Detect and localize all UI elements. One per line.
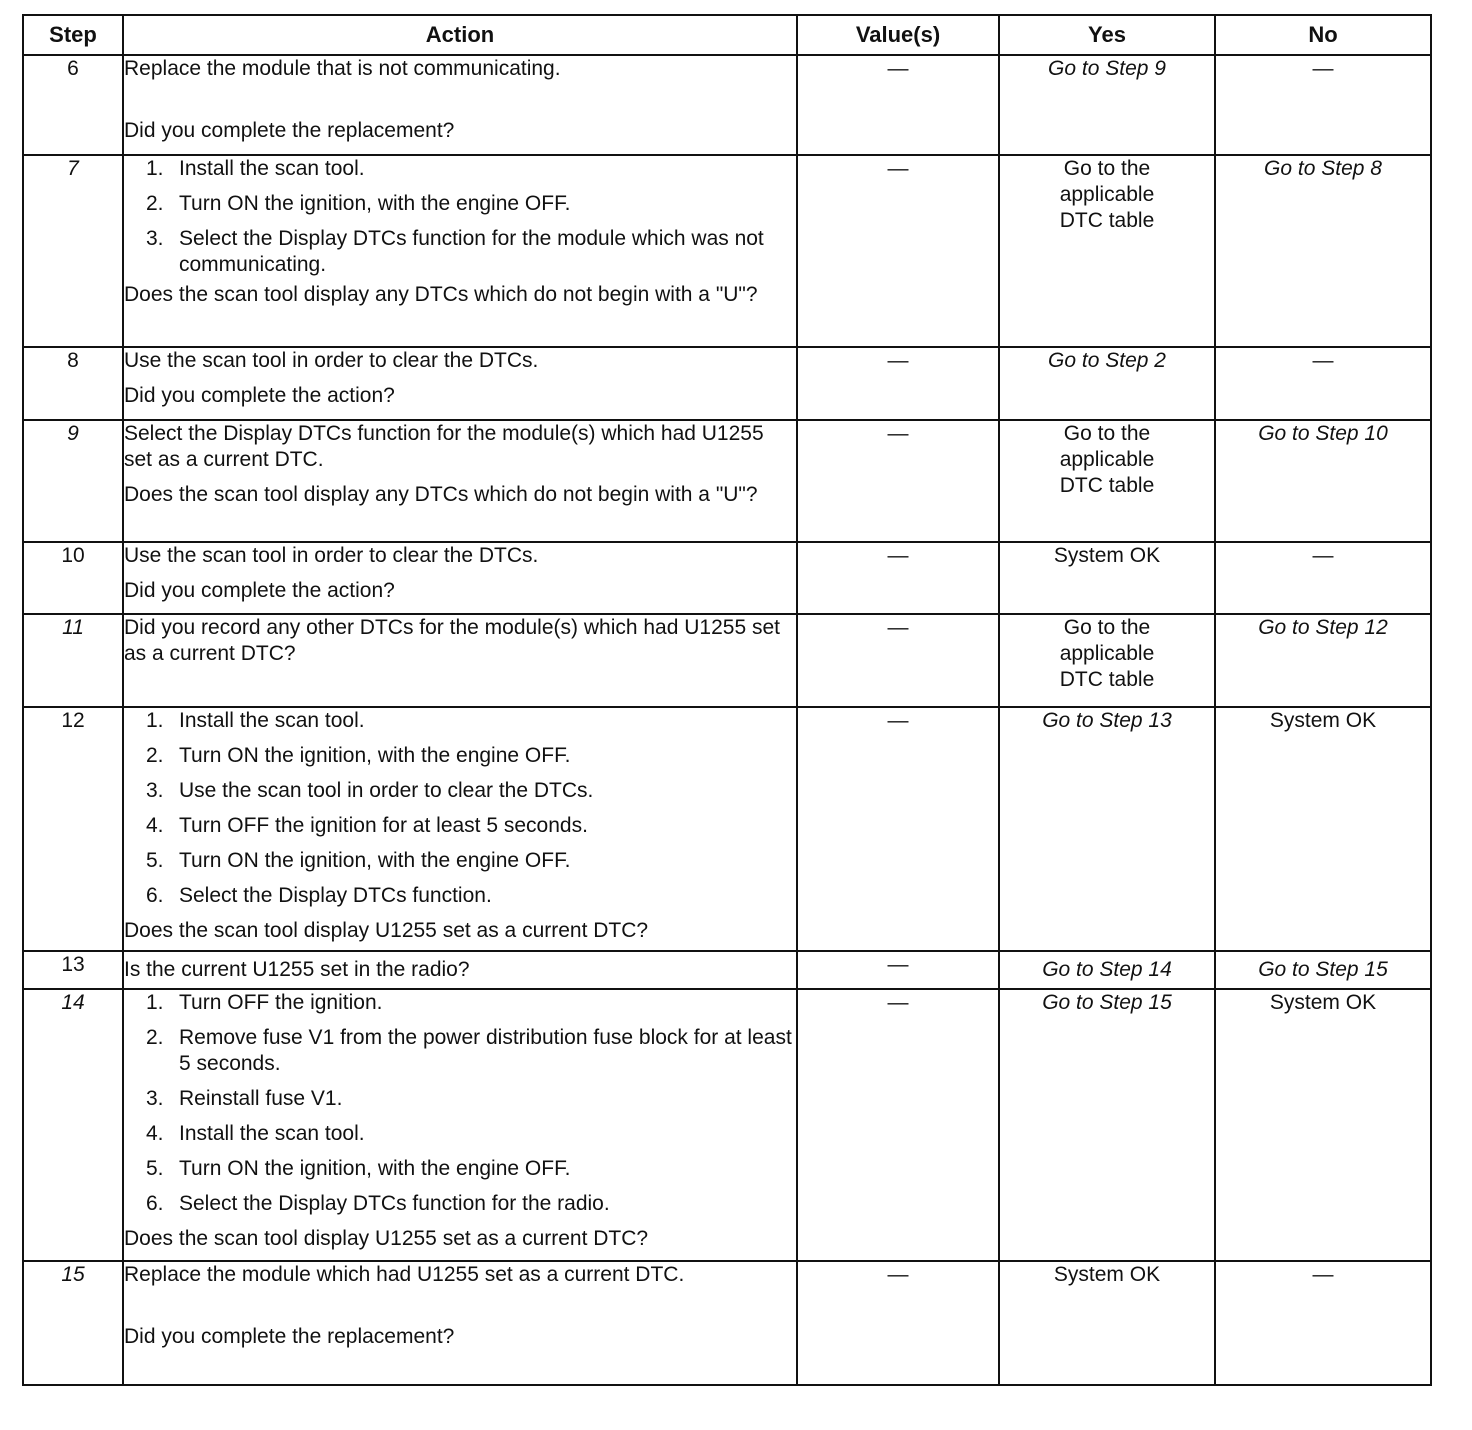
no-cell: Go to Step 8: [1215, 155, 1431, 347]
action-question: Does the scan tool display any DTCs which do not begin with a "U"?: [124, 483, 758, 506]
list-item: 1. Turn OFF the ignition.: [146, 991, 383, 1014]
header-no: No: [1215, 15, 1431, 55]
action-cell: [123, 542, 797, 614]
yes-cell: Go to Step 9: [999, 55, 1215, 155]
step-number: 9: [23, 420, 123, 542]
no-cell: —: [1215, 347, 1431, 420]
table-row: [23, 55, 1431, 155]
list-item: 3. Use the scan tool in order to clear the DTCs.: [146, 779, 594, 802]
table-row: [23, 420, 1431, 542]
yes-cell: Go to Step 14: [999, 951, 1215, 989]
no-cell: System OK: [1215, 707, 1431, 951]
no-cell: Go to Step 12: [1215, 614, 1431, 707]
list-item: 6. Select the Display DTCs function.: [146, 884, 492, 907]
action-text: Select the Display DTCs function for the module(s) which had U1255 set as a current DTC.: [124, 422, 764, 471]
table-row: [23, 1261, 1431, 1385]
yes-cell: Go to Step 13: [999, 707, 1215, 951]
action-text: Replace the module that is not communicating.: [124, 57, 561, 80]
action-cell: [123, 951, 797, 989]
action-text: Use the scan tool in order to clear the DTCs.: [124, 544, 539, 567]
action-question: Does the scan tool display any DTCs which do not begin with a "U"?: [124, 283, 758, 306]
action-question: Did you complete the action?: [124, 384, 395, 407]
header-yes: Yes: [999, 15, 1215, 55]
action-text: Use the scan tool in order to clear the DTCs.: [124, 349, 539, 372]
table-row: [23, 951, 1431, 989]
no-cell: Go to Step 15: [1215, 951, 1431, 989]
list-item: 2. Remove fuse V1 from the power distribution fuse block for at least 5 seconds.: [146, 1026, 792, 1075]
action-cell: [123, 420, 797, 542]
action-question: Does the scan tool display U1255 set as a current DTC?: [124, 919, 649, 942]
list-item: 1. Install the scan tool.: [146, 709, 365, 732]
action-list: [124, 708, 796, 909]
yes-cell: System OK: [999, 1261, 1215, 1385]
value-cell: —: [797, 420, 999, 542]
diagnostic-table: [22, 14, 1432, 1386]
list-item: 4. Install the scan tool.: [146, 1122, 365, 1145]
table-row: [23, 989, 1431, 1261]
step-number: 15: [23, 1261, 123, 1385]
list-item: 5. Turn ON the ignition, with the engine OFF.: [146, 849, 571, 872]
list-item: 2. Turn ON the ignition, with the engine OFF.: [146, 192, 571, 215]
action-question: Did you complete the action?: [124, 579, 395, 602]
table-row: [23, 155, 1431, 347]
value-cell: —: [797, 347, 999, 420]
step-number: 12: [23, 707, 123, 951]
table-row: [23, 614, 1431, 707]
step-number: 10: [23, 542, 123, 614]
yes-cell: Go to Step 2: [999, 347, 1215, 420]
action-cell: [123, 989, 797, 1261]
step-number: 6: [23, 55, 123, 155]
yes-cell: Go to the applicable DTC table: [999, 155, 1215, 347]
list-item: 1. Install the scan tool.: [146, 157, 365, 180]
action-question: Did you complete the replacement?: [124, 119, 455, 142]
step-number: 8: [23, 347, 123, 420]
value-cell: —: [797, 1261, 999, 1385]
list-item: 6. Select the Display DTCs function for the radio.: [146, 1192, 610, 1215]
value-cell: —: [797, 55, 999, 155]
value-cell: —: [797, 989, 999, 1261]
table-row: [23, 542, 1431, 614]
no-cell: —: [1215, 542, 1431, 614]
action-list: [124, 990, 796, 1217]
header-action: Action: [123, 15, 797, 55]
action-cell: [123, 55, 797, 155]
action-list: [124, 156, 796, 278]
action-cell: [123, 707, 797, 951]
list-item: 5. Turn ON the ignition, with the engine OFF.: [146, 1157, 571, 1180]
action-text: Replace the module which had U1255 set as a current DTC.: [124, 1263, 685, 1286]
step-number: 7: [23, 155, 123, 347]
list-item: 3. Reinstall fuse V1.: [146, 1087, 343, 1110]
action-cell: [123, 614, 797, 707]
value-cell: —: [797, 707, 999, 951]
value-cell: —: [797, 542, 999, 614]
no-cell: —: [1215, 55, 1431, 155]
step-number: 11: [23, 614, 123, 707]
action-question: Does the scan tool display U1255 set as a current DTC?: [124, 1227, 649, 1250]
header-row: [23, 15, 1431, 55]
step-number: 14: [23, 989, 123, 1261]
yes-cell: Go to the applicable DTC table: [999, 420, 1215, 542]
value-cell: —: [797, 614, 999, 707]
table-row: [23, 707, 1431, 951]
step-number: 13: [23, 951, 123, 989]
action-text: Did you record any other DTCs for the module(s) which had U1255 set as a current DTC?: [124, 616, 780, 665]
header-values: Value(s): [797, 15, 999, 55]
value-cell: —: [797, 951, 999, 989]
no-cell: Go to Step 10: [1215, 420, 1431, 542]
list-item: 2. Turn ON the ignition, with the engine OFF.: [146, 744, 571, 767]
yes-cell: Go to Step 15: [999, 989, 1215, 1261]
yes-cell: System OK: [999, 542, 1215, 614]
table-row: [23, 347, 1431, 420]
action-question: Did you complete the replacement?: [124, 1325, 455, 1348]
list-item: 3. Select the Display DTCs function for the module which was not communicating.: [146, 227, 764, 276]
no-cell: System OK: [1215, 989, 1431, 1261]
no-cell: —: [1215, 1261, 1431, 1385]
action-text: Is the current U1255 set in the radio?: [124, 958, 470, 981]
action-cell: [123, 347, 797, 420]
action-cell: [123, 155, 797, 347]
header-step: Step: [23, 15, 123, 55]
list-item: 4. Turn OFF the ignition for at least 5 seconds.: [146, 814, 588, 837]
action-cell: [123, 1261, 797, 1385]
yes-cell: Go to the applicable DTC table: [999, 614, 1215, 707]
value-cell: —: [797, 155, 999, 347]
